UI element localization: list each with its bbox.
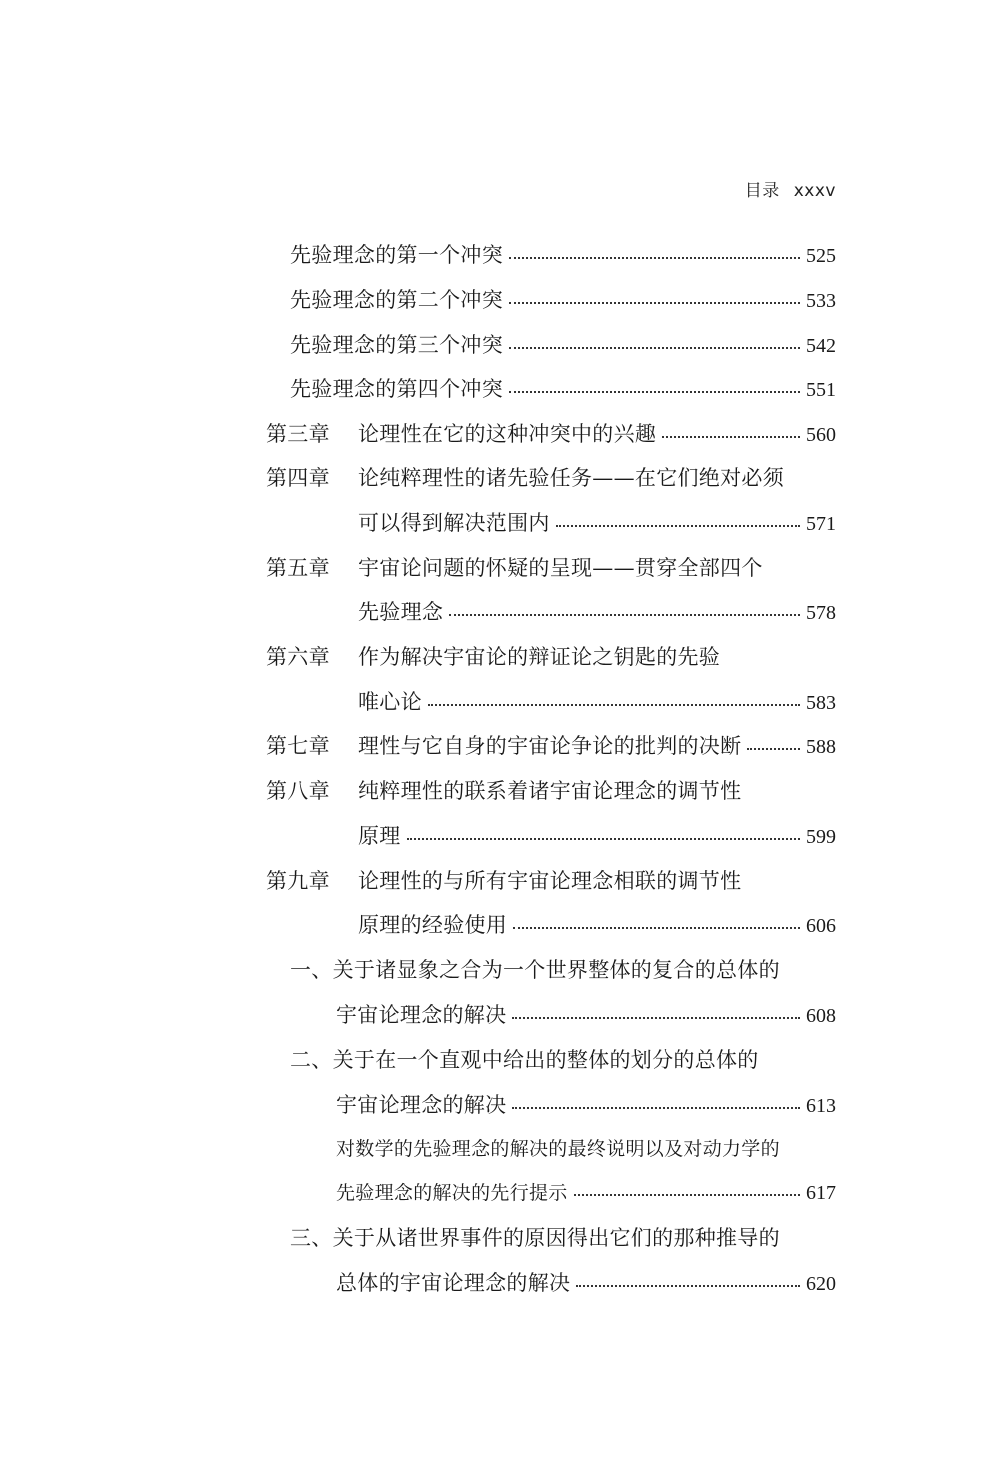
toc-entry-page: 525	[806, 245, 836, 267]
toc-entry-title: 对数学的先验理念的解决的最终说明以及对动力学的	[336, 1138, 780, 1160]
toc-entry-page: 588	[806, 736, 836, 758]
toc-entry-continuation[interactable]	[336, 1090, 836, 1121]
dot-leader	[576, 1285, 800, 1287]
toc-entry-page: 608	[806, 1005, 836, 1027]
toc-entry-page: 620	[806, 1273, 836, 1295]
chapter-label: 第七章	[266, 734, 330, 758]
chapter-label: 第九章	[266, 869, 330, 893]
chapter-label: 第四章	[266, 466, 330, 490]
toc-section-entry[interactable]	[290, 955, 780, 985]
toc-subsection-entry[interactable]	[336, 1134, 780, 1164]
toc-entry-continuation[interactable]	[358, 687, 836, 718]
toc-entry-title: 原理的经验使用	[358, 913, 508, 937]
toc-chapter-entry[interactable]	[266, 553, 763, 583]
toc-entry-page: 617	[806, 1182, 836, 1204]
dot-leader	[512, 1107, 800, 1109]
toc-entry-continuation[interactable]	[358, 508, 836, 539]
toc-entry[interactable]	[290, 240, 836, 271]
toc-entry-title: 宇宙论理念的解决	[336, 1093, 507, 1117]
toc-entry-continuation[interactable]	[336, 1178, 836, 1208]
toc-entry-title: 先验理念	[358, 600, 444, 624]
dot-leader	[509, 302, 800, 304]
toc-chapter-entry[interactable]	[266, 866, 741, 896]
toc-entry-title: 二、关于在一个直观中给出的整体的划分的总体的	[290, 1048, 759, 1072]
toc-entry-title: 一、关于诸显象之合为一个世界整体的复合的总体的	[290, 958, 780, 982]
toc-entry-continuation[interactable]	[336, 1268, 836, 1299]
toc-entry-page: 560	[806, 424, 836, 446]
chapter-label: 第六章	[266, 645, 330, 669]
toc-entry-page: 583	[806, 692, 836, 714]
toc-entry-page: 606	[806, 915, 836, 937]
toc-entry-title: 总体的宇宙论理念的解决	[336, 1271, 571, 1295]
toc-entry-page: 578	[806, 602, 836, 624]
toc-entry-continuation[interactable]	[358, 910, 836, 941]
toc-entry-title: 作为解决宇宙论的辩证论之钥匙的先验	[358, 645, 721, 669]
toc-entry-page: 533	[806, 290, 836, 312]
dot-leader	[513, 927, 800, 929]
dot-leader	[449, 614, 800, 616]
toc-entry[interactable]	[290, 330, 836, 361]
toc-entry-page: 542	[806, 335, 836, 357]
chapter-label: 第五章	[266, 556, 330, 580]
toc-entry-title: 理性与它自身的宇宙论争论的批判的决断	[358, 734, 742, 758]
toc-entry-title: 先验理念的第二个冲突	[290, 288, 503, 312]
toc-chapter-entry[interactable]	[266, 642, 720, 672]
toc-entry[interactable]	[290, 374, 836, 405]
dot-leader	[556, 525, 800, 527]
toc-chapter-entry[interactable]	[266, 731, 836, 762]
toc-entry-continuation[interactable]	[336, 1000, 836, 1031]
dot-leader	[407, 838, 800, 840]
header-page-number: xxxv	[793, 181, 836, 201]
toc-entry-title: 宇宙论问题的怀疑的呈现——贯穿全部四个	[358, 556, 763, 580]
toc-entry-title: 先验理念的第三个冲突	[290, 333, 503, 357]
toc-entry-title: 唯心论	[358, 690, 422, 714]
toc-entry-title: 可以得到解决范围内	[358, 511, 550, 535]
dot-leader	[574, 1194, 800, 1196]
chapter-label: 第八章	[266, 779, 330, 803]
toc-entry-title: 先验理念的解决的先行提示	[336, 1182, 568, 1204]
dot-leader	[509, 391, 800, 393]
toc-entry-title: 纯粹理性的联系着诸宇宙论理念的调节性	[358, 779, 742, 803]
toc-entry-page: 613	[806, 1095, 836, 1117]
toc-section-entry[interactable]	[290, 1223, 780, 1253]
running-header	[745, 176, 836, 201]
toc-entry-title: 先验理念的第一个冲突	[290, 243, 503, 267]
toc-entry-title: 三、关于从诸世界事件的原因得出它们的那种推导的	[290, 1226, 780, 1250]
toc-entry-title: 宇宙论理念的解决	[336, 1003, 507, 1027]
toc-chapter-entry[interactable]	[266, 419, 836, 450]
dot-leader	[509, 347, 800, 349]
toc-chapter-entry[interactable]	[266, 776, 741, 806]
toc-entry-page: 599	[806, 826, 836, 848]
toc-entry-title: 论纯粹理性的诸先验任务——在它们绝对必须	[358, 466, 784, 490]
toc-entry[interactable]	[290, 285, 836, 316]
toc-entry-title: 论理性在它的这种冲突中的兴趣	[358, 422, 657, 446]
toc-section-entry[interactable]	[290, 1045, 759, 1075]
toc-entry-page: 571	[806, 513, 836, 535]
toc-entry-title: 先验理念的第四个冲突	[290, 377, 503, 401]
toc-chapter-entry[interactable]	[266, 463, 784, 493]
header-label: 目录	[744, 181, 780, 201]
toc-entry-title: 论理性的与所有宇宙论理念相联的调节性	[358, 869, 742, 893]
toc-entry-title: 原理	[358, 824, 401, 848]
dot-leader	[662, 436, 800, 438]
chapter-label: 第三章	[266, 422, 330, 446]
dot-leader	[428, 704, 800, 706]
toc-entry-page: 551	[806, 379, 836, 401]
dot-leader	[512, 1017, 800, 1019]
dot-leader	[509, 257, 800, 259]
toc-entry-continuation[interactable]	[358, 597, 836, 628]
toc-entry-continuation[interactable]	[358, 821, 836, 852]
dot-leader	[747, 748, 800, 750]
